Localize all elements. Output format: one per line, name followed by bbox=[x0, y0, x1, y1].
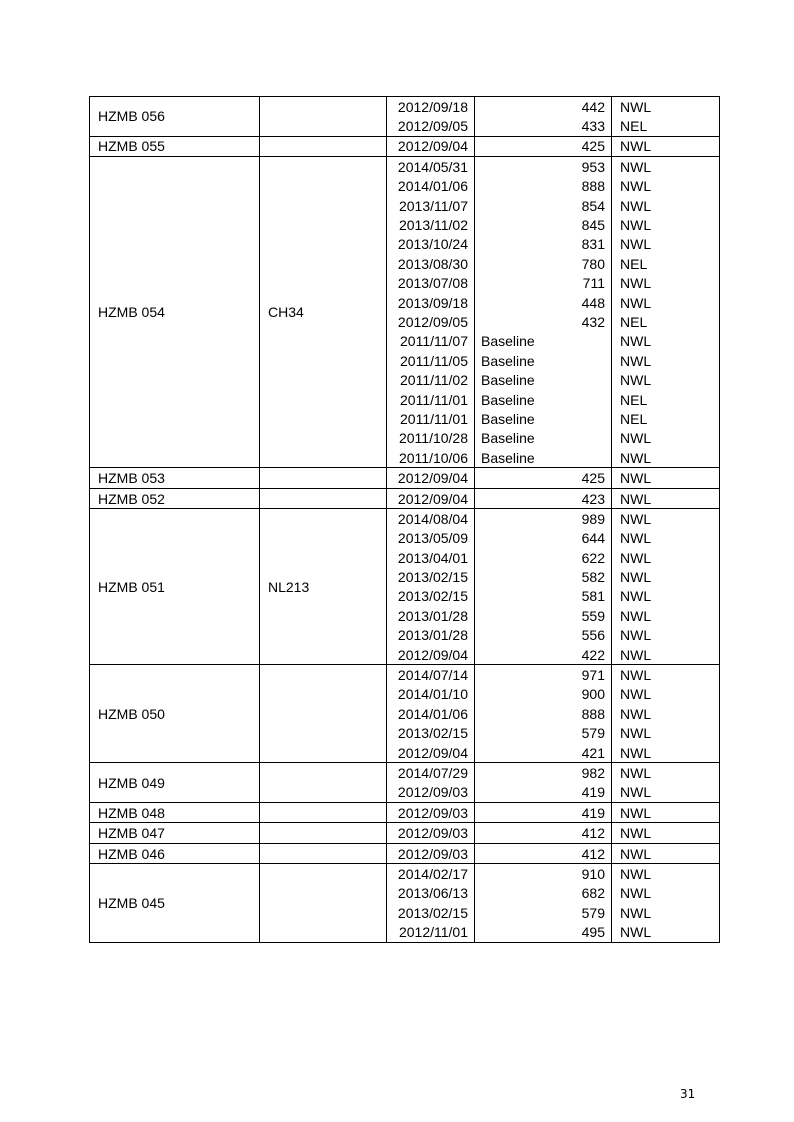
date-cell: 2013/06/13 bbox=[387, 884, 475, 903]
location-cell: HZMB 045 bbox=[90, 864, 260, 943]
date-cell: 2012/09/03 bbox=[387, 803, 475, 823]
value-cell: 888 bbox=[475, 704, 612, 723]
zone-cell: CH34 bbox=[260, 157, 387, 468]
location-cell: HZMB 056 bbox=[90, 97, 260, 137]
date-cell: 2014/01/06 bbox=[387, 177, 475, 196]
location-cell: HZMB 051 bbox=[90, 509, 260, 665]
value-cell: 971 bbox=[475, 665, 612, 685]
location-cell: HZMB 054 bbox=[90, 157, 260, 468]
code-cell: NWL bbox=[612, 196, 720, 215]
date-cell: 2013/01/28 bbox=[387, 606, 475, 625]
table-row bbox=[90, 763, 720, 783]
date-cell: 2011/11/07 bbox=[387, 332, 475, 351]
value-cell: 982 bbox=[475, 763, 612, 783]
date-cell: 2014/07/14 bbox=[387, 665, 475, 685]
code-cell: NWL bbox=[612, 468, 720, 488]
date-cell: 2013/08/30 bbox=[387, 254, 475, 273]
code-cell: NWL bbox=[612, 157, 720, 177]
code-cell: NWL bbox=[612, 843, 720, 863]
location-cell: HZMB 053 bbox=[90, 468, 260, 488]
code-cell: NWL bbox=[612, 429, 720, 448]
value-cell: 910 bbox=[475, 864, 612, 884]
value-cell: 780 bbox=[475, 254, 612, 273]
date-cell: 2013/11/07 bbox=[387, 196, 475, 215]
date-cell: 2011/11/02 bbox=[387, 370, 475, 389]
code-cell: NWL bbox=[612, 783, 720, 803]
date-cell: 2013/09/18 bbox=[387, 293, 475, 312]
zone-cell bbox=[260, 136, 387, 156]
date-cell: 2012/09/18 bbox=[387, 97, 475, 117]
value-cell: Baseline bbox=[475, 448, 612, 468]
date-cell: 2014/02/17 bbox=[387, 864, 475, 884]
code-cell: NWL bbox=[612, 274, 720, 293]
date-cell: 2013/02/15 bbox=[387, 903, 475, 922]
value-cell: Baseline bbox=[475, 332, 612, 351]
code-cell: NWL bbox=[612, 685, 720, 704]
zone-cell bbox=[260, 864, 387, 943]
table-row bbox=[90, 864, 720, 884]
code-cell: NWL bbox=[612, 548, 720, 567]
date-cell: 2011/11/01 bbox=[387, 409, 475, 428]
value-cell: Baseline bbox=[475, 351, 612, 370]
date-cell: 2012/09/04 bbox=[387, 136, 475, 156]
code-cell: NWL bbox=[612, 704, 720, 723]
code-cell: NWL bbox=[612, 215, 720, 234]
value-cell: 448 bbox=[475, 293, 612, 312]
code-cell: NEL bbox=[612, 116, 720, 136]
value-cell: 425 bbox=[475, 468, 612, 488]
date-cell: 2012/09/03 bbox=[387, 823, 475, 843]
location-cell: HZMB 052 bbox=[90, 488, 260, 508]
table-row bbox=[90, 823, 720, 843]
code-cell: NEL bbox=[612, 390, 720, 409]
value-cell: 845 bbox=[475, 215, 612, 234]
date-cell: 2012/09/04 bbox=[387, 645, 475, 665]
code-cell: NWL bbox=[612, 724, 720, 743]
date-cell: 2012/09/04 bbox=[387, 468, 475, 488]
date-cell: 2014/05/31 bbox=[387, 157, 475, 177]
code-cell: NWL bbox=[612, 864, 720, 884]
code-cell: NWL bbox=[612, 332, 720, 351]
value-cell: 953 bbox=[475, 157, 612, 177]
value-cell: 900 bbox=[475, 685, 612, 704]
code-cell: NWL bbox=[612, 448, 720, 468]
code-cell: NWL bbox=[612, 803, 720, 823]
value-cell: 433 bbox=[475, 116, 612, 136]
code-cell: NWL bbox=[612, 626, 720, 645]
value-cell: 442 bbox=[475, 97, 612, 117]
zone-cell bbox=[260, 468, 387, 488]
date-cell: 2013/01/28 bbox=[387, 626, 475, 645]
code-cell: NWL bbox=[612, 665, 720, 685]
code-cell: NEL bbox=[612, 409, 720, 428]
value-cell: 644 bbox=[475, 529, 612, 548]
date-cell: 2013/02/15 bbox=[387, 724, 475, 743]
value-cell: 432 bbox=[475, 312, 612, 331]
value-cell: 581 bbox=[475, 587, 612, 606]
code-cell: NWL bbox=[612, 136, 720, 156]
value-cell: Baseline bbox=[475, 390, 612, 409]
zone-cell bbox=[260, 763, 387, 803]
date-cell: 2014/07/29 bbox=[387, 763, 475, 783]
zone-cell bbox=[260, 97, 387, 137]
code-cell: NWL bbox=[612, 177, 720, 196]
code-cell: NWL bbox=[612, 922, 720, 942]
value-cell: 854 bbox=[475, 196, 612, 215]
date-cell: 2013/11/02 bbox=[387, 215, 475, 234]
value-cell: 412 bbox=[475, 823, 612, 843]
date-cell: 2012/09/05 bbox=[387, 116, 475, 136]
zone-cell bbox=[260, 843, 387, 863]
location-cell: HZMB 048 bbox=[90, 803, 260, 823]
date-cell: 2012/09/03 bbox=[387, 783, 475, 803]
code-cell: NWL bbox=[612, 884, 720, 903]
code-cell: NWL bbox=[612, 645, 720, 665]
date-cell: 2011/10/28 bbox=[387, 429, 475, 448]
value-cell: 989 bbox=[475, 509, 612, 529]
page-number: 31 bbox=[680, 1087, 696, 1101]
table-row bbox=[90, 803, 720, 823]
code-cell: NWL bbox=[612, 351, 720, 370]
zone-cell bbox=[260, 488, 387, 508]
code-cell: NWL bbox=[612, 763, 720, 783]
zone-cell bbox=[260, 665, 387, 763]
value-cell: Baseline bbox=[475, 370, 612, 389]
date-cell: 2012/09/04 bbox=[387, 743, 475, 763]
date-cell: 2012/09/04 bbox=[387, 488, 475, 508]
value-cell: 495 bbox=[475, 922, 612, 942]
location-cell: HZMB 050 bbox=[90, 665, 260, 763]
date-cell: 2014/08/04 bbox=[387, 509, 475, 529]
zone-cell bbox=[260, 803, 387, 823]
date-cell: 2013/07/08 bbox=[387, 274, 475, 293]
records-table-body bbox=[90, 97, 720, 943]
value-cell: 682 bbox=[475, 884, 612, 903]
value-cell: 888 bbox=[475, 177, 612, 196]
value-cell: Baseline bbox=[475, 409, 612, 428]
location-cell: HZMB 046 bbox=[90, 843, 260, 863]
value-cell: 421 bbox=[475, 743, 612, 763]
value-cell: 622 bbox=[475, 548, 612, 567]
table-row bbox=[90, 97, 720, 117]
table-row bbox=[90, 665, 720, 685]
date-cell: 2013/05/09 bbox=[387, 529, 475, 548]
value-cell: 711 bbox=[475, 274, 612, 293]
table-row bbox=[90, 509, 720, 529]
date-cell: 2012/09/05 bbox=[387, 312, 475, 331]
code-cell: NWL bbox=[612, 509, 720, 529]
code-cell: NWL bbox=[612, 293, 720, 312]
code-cell: NWL bbox=[612, 370, 720, 389]
date-cell: 2011/11/05 bbox=[387, 351, 475, 370]
value-cell: 419 bbox=[475, 783, 612, 803]
value-cell: 579 bbox=[475, 903, 612, 922]
code-cell: NWL bbox=[612, 743, 720, 763]
date-cell: 2013/02/15 bbox=[387, 567, 475, 586]
table-row bbox=[90, 157, 720, 177]
value-cell: 423 bbox=[475, 488, 612, 508]
table-row bbox=[90, 488, 720, 508]
value-cell: 422 bbox=[475, 645, 612, 665]
value-cell: 556 bbox=[475, 626, 612, 645]
date-cell: 2011/11/01 bbox=[387, 390, 475, 409]
table-row bbox=[90, 136, 720, 156]
records-table bbox=[89, 96, 720, 943]
value-cell: 425 bbox=[475, 136, 612, 156]
code-cell: NWL bbox=[612, 587, 720, 606]
date-cell: 2013/10/24 bbox=[387, 235, 475, 254]
date-cell: 2012/09/03 bbox=[387, 843, 475, 863]
date-cell: 2012/11/01 bbox=[387, 922, 475, 942]
date-cell: 2014/01/06 bbox=[387, 704, 475, 723]
code-cell: NWL bbox=[612, 488, 720, 508]
location-cell: HZMB 055 bbox=[90, 136, 260, 156]
date-cell: 2014/01/10 bbox=[387, 685, 475, 704]
value-cell: 412 bbox=[475, 843, 612, 863]
code-cell: NWL bbox=[612, 97, 720, 117]
value-cell: Baseline bbox=[475, 429, 612, 448]
value-cell: 419 bbox=[475, 803, 612, 823]
value-cell: 831 bbox=[475, 235, 612, 254]
code-cell: NEL bbox=[612, 254, 720, 273]
table-row bbox=[90, 468, 720, 488]
location-cell: HZMB 049 bbox=[90, 763, 260, 803]
table-row bbox=[90, 843, 720, 863]
code-cell: NWL bbox=[612, 606, 720, 625]
value-cell: 559 bbox=[475, 606, 612, 625]
code-cell: NWL bbox=[612, 823, 720, 843]
code-cell: NWL bbox=[612, 567, 720, 586]
value-cell: 582 bbox=[475, 567, 612, 586]
date-cell: 2013/02/15 bbox=[387, 587, 475, 606]
date-cell: 2013/04/01 bbox=[387, 548, 475, 567]
code-cell: NWL bbox=[612, 235, 720, 254]
code-cell: NWL bbox=[612, 529, 720, 548]
code-cell: NEL bbox=[612, 312, 720, 331]
value-cell: 579 bbox=[475, 724, 612, 743]
zone-cell: NL213 bbox=[260, 509, 387, 665]
date-cell: 2011/10/06 bbox=[387, 448, 475, 468]
location-cell: HZMB 047 bbox=[90, 823, 260, 843]
zone-cell bbox=[260, 823, 387, 843]
code-cell: NWL bbox=[612, 903, 720, 922]
